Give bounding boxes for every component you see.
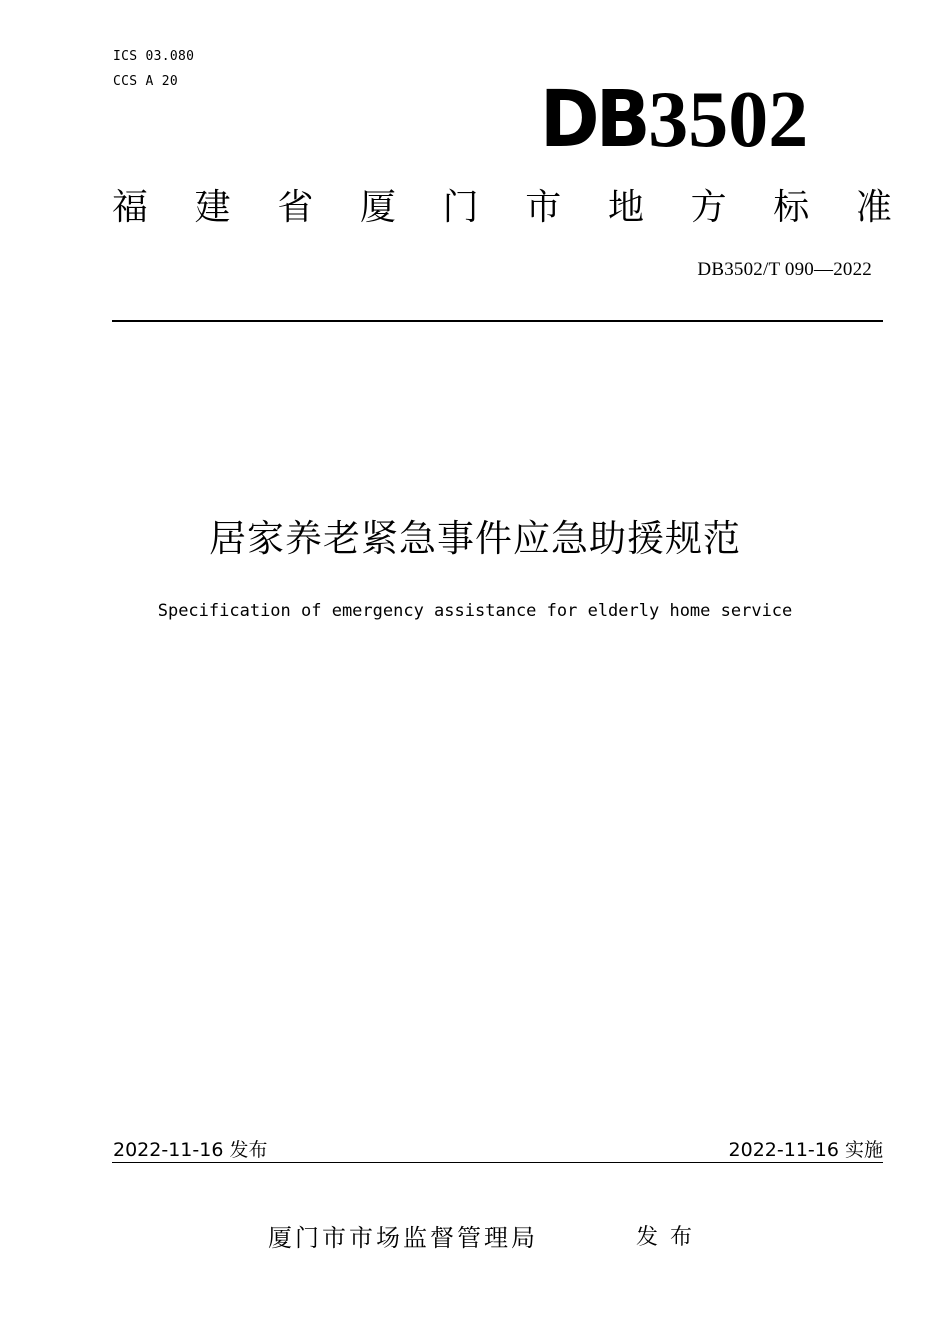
publish-date: 2022-11-16 发布 <box>113 1139 268 1161</box>
standard-type-char: 福 <box>112 187 149 228</box>
issuing-authority: 厦门市市场监督管理局 <box>268 1224 538 1252</box>
top-divider <box>112 320 883 322</box>
standard-type-char: 厦 <box>359 187 396 228</box>
db-logo <box>540 75 809 165</box>
standard-type-char: 方 <box>690 187 727 228</box>
implementation-date: 2022-11-16 实施 <box>728 1139 883 1161</box>
document-title-chinese: 居家养老紧急事件应急助援规范 <box>209 517 741 560</box>
standard-type-char: 标 <box>773 187 810 228</box>
standard-type-char: 建 <box>194 187 231 228</box>
standard-type-heading <box>112 186 892 230</box>
issue-label: 发布 <box>636 1225 705 1250</box>
standard-type-char: 地 <box>607 187 644 228</box>
standard-type-char: 市 <box>525 187 562 228</box>
ccs-code: CCS A 20 <box>113 74 179 89</box>
ics-code: ICS 03.080 <box>113 49 195 64</box>
db-logo-digits: 3502 <box>648 76 809 164</box>
standard-type-char: 门 <box>442 187 479 228</box>
bottom-divider <box>112 1162 883 1163</box>
standard-type-char: 准 <box>855 187 892 228</box>
document-title-english: Specification of emergency assistance for elderly home service <box>157 601 793 621</box>
standard-type-char: 省 <box>277 187 314 228</box>
db-logo-letters: DB <box>540 75 647 165</box>
standard-number: DB3502/T 090—2022 <box>697 259 872 280</box>
